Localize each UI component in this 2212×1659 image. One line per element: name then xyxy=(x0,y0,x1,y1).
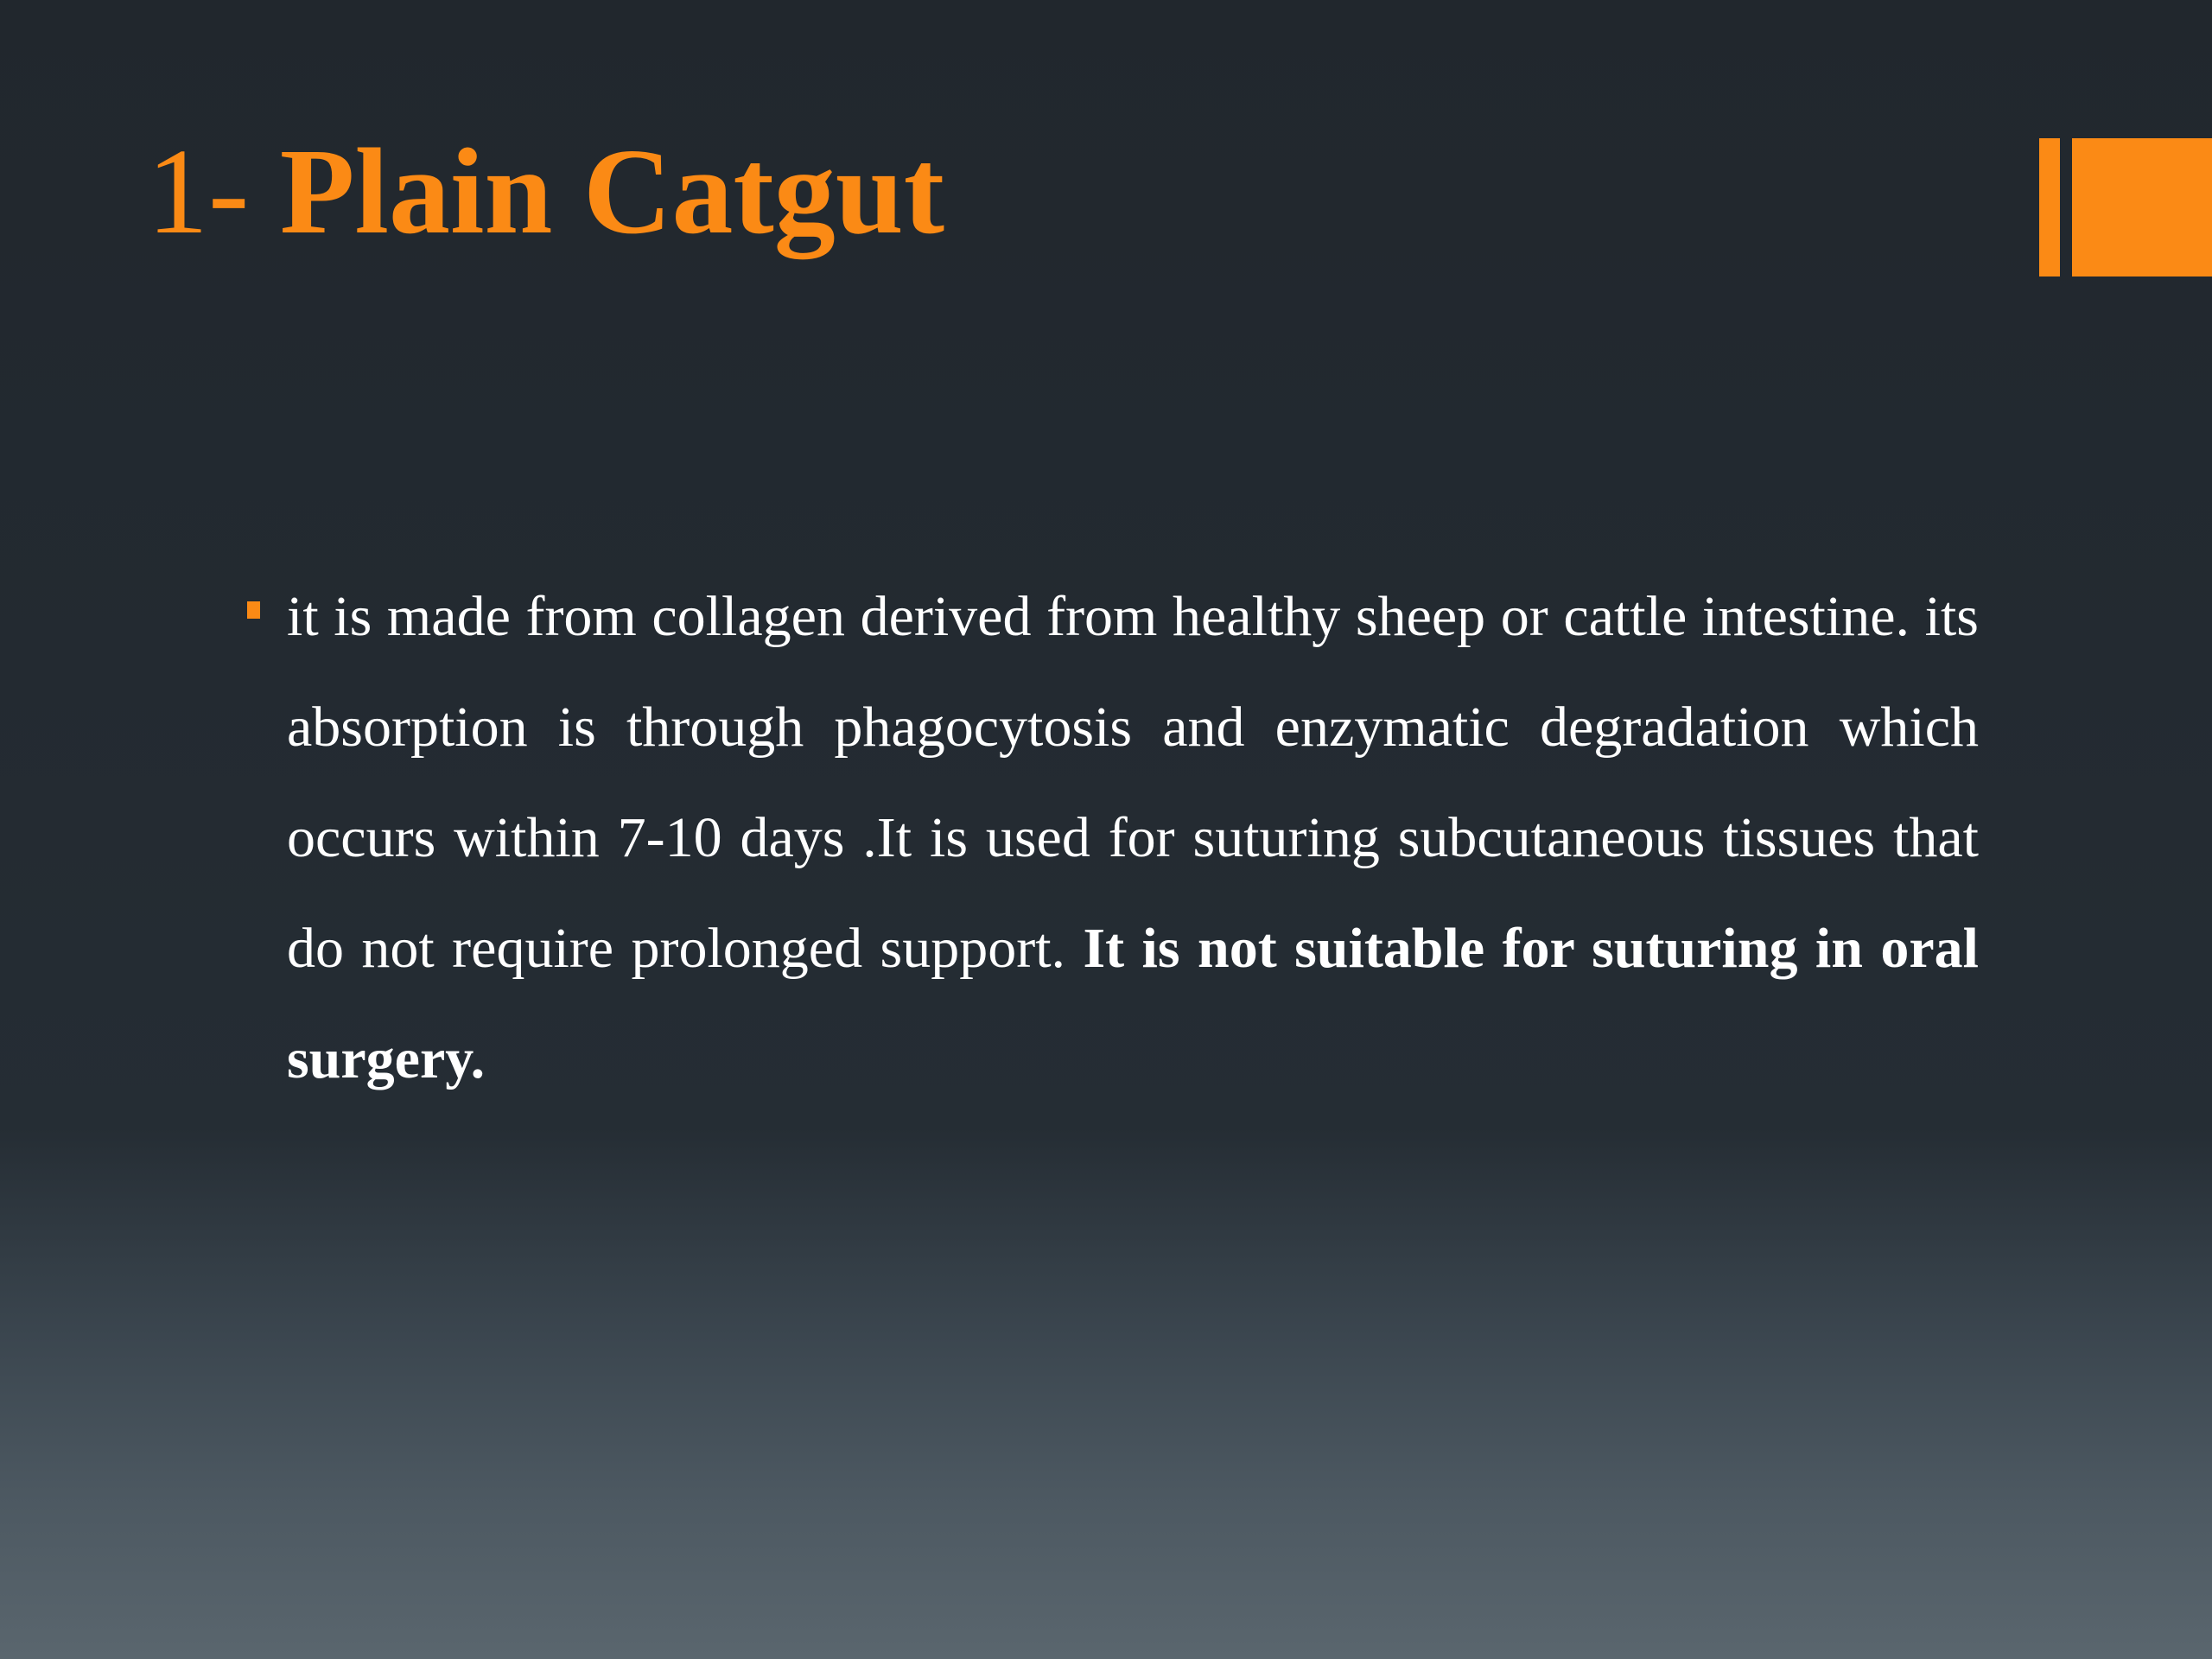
title-main-text: Plain Catgut xyxy=(279,123,945,259)
bullet-list xyxy=(242,562,1979,1115)
bullet-item xyxy=(242,562,1979,1115)
accent-bar-block xyxy=(2072,138,2212,276)
square-bullet-icon xyxy=(247,601,260,619)
slide-title xyxy=(147,123,945,259)
accent-bar-thin xyxy=(2039,138,2060,276)
bullet-text: it is made from collagen derived from healthy sheep or cattle intestine. its absorption is through phagocytosis and enzymatic degradation which occurs within 7-10 days .It is used for suturing subcutaneous tissues that do not require prolonged support. xyxy=(287,585,1979,980)
title-number: 1- xyxy=(147,123,280,259)
bullet-bold-text: It is not suitable for suturing in oral surgery. xyxy=(287,917,1980,1090)
